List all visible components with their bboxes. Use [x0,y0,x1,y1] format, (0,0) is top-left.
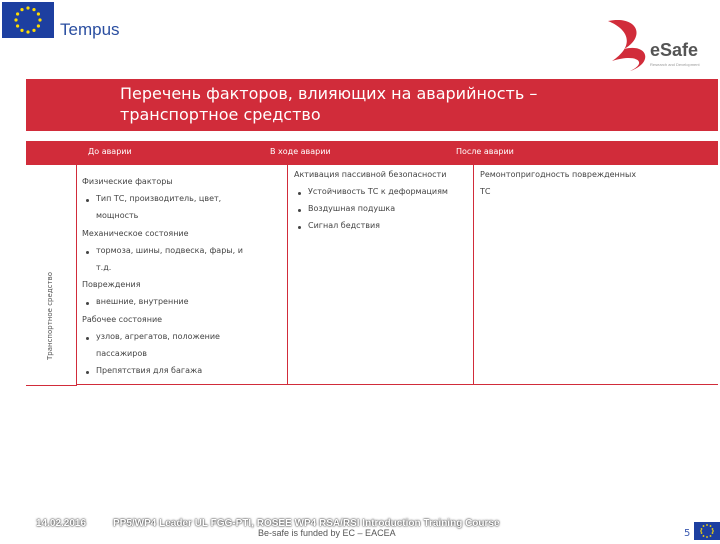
col-header-during: В ходе аварии [270,147,331,156]
text-line: ТС [480,187,491,196]
tempus-logo-text: Tempus [60,20,120,39]
text-line: Рабочее состояние [82,314,163,324]
cell-during-accident [288,165,474,385]
bullet-item: Сигнал бедствия [308,221,380,230]
bullet-item: внешние, внутренние [96,297,189,307]
row-label: Транспортное средство [46,272,54,360]
esafe-logo-text: eSafe [650,40,699,60]
bullet-item: Тип ТС, производитель, цвет, [96,194,222,204]
footer-course: PP5/WP4 Leader UL FGG-PTI, ROSEE WP4 RSA/RSI Introduction Training Course [113,518,500,529]
bullet-icon [86,337,89,340]
cell-after-accident [474,165,718,385]
bullet-icon [298,192,301,195]
bullet-item: Воздушная подушка [308,204,396,213]
text-line: Ремонтопригодность поврежденных [480,170,637,179]
text-line: т.д. [96,263,112,272]
text-line: Механическое состояние [82,228,189,238]
bullet-item: тормоза, шины, подвеска, фары, и [96,245,243,255]
row-label-cell [26,165,77,386]
footer-funding: Be-safe is funded by EC – EACEA [258,528,396,538]
text-line: Повреждения [82,280,141,290]
page-number: 5 [684,528,691,539]
col-header-after: После аварии [456,147,514,156]
esafe-tagline: Research and Development [650,62,700,67]
bullet-item: Устойчивость ТС к деформациям [308,187,448,196]
eu-flag-small-logo [694,522,720,540]
bullet-icon [298,209,301,212]
bullet-icon [298,226,301,229]
bullet-icon [86,302,89,305]
bullet-icon [86,199,89,202]
factors-table [26,141,718,385]
eu-flag-logo [2,2,54,38]
col-header-before: До аварии [88,147,132,156]
slide-title-line1: Перечень факторов, влияющих на аварийность – [120,84,538,103]
text-line: пассажиров [96,349,147,358]
slide-title [120,83,700,125]
text-line: Активация пассивной безопасности [294,170,447,179]
cell-before-accident [76,165,288,385]
slide-title-line2: транспортное средство [120,105,321,124]
text-line: Физические факторы [82,177,173,186]
bullet-item: узлов, агрегатов, положение [96,331,220,341]
bullet-item: Препятствия для багажа [96,366,203,376]
table-header [26,141,718,165]
footer-date: 14.02.2016 [36,518,87,529]
bullet-icon [86,251,89,254]
bullet-icon [86,371,89,374]
text-line: мощность [96,211,139,221]
